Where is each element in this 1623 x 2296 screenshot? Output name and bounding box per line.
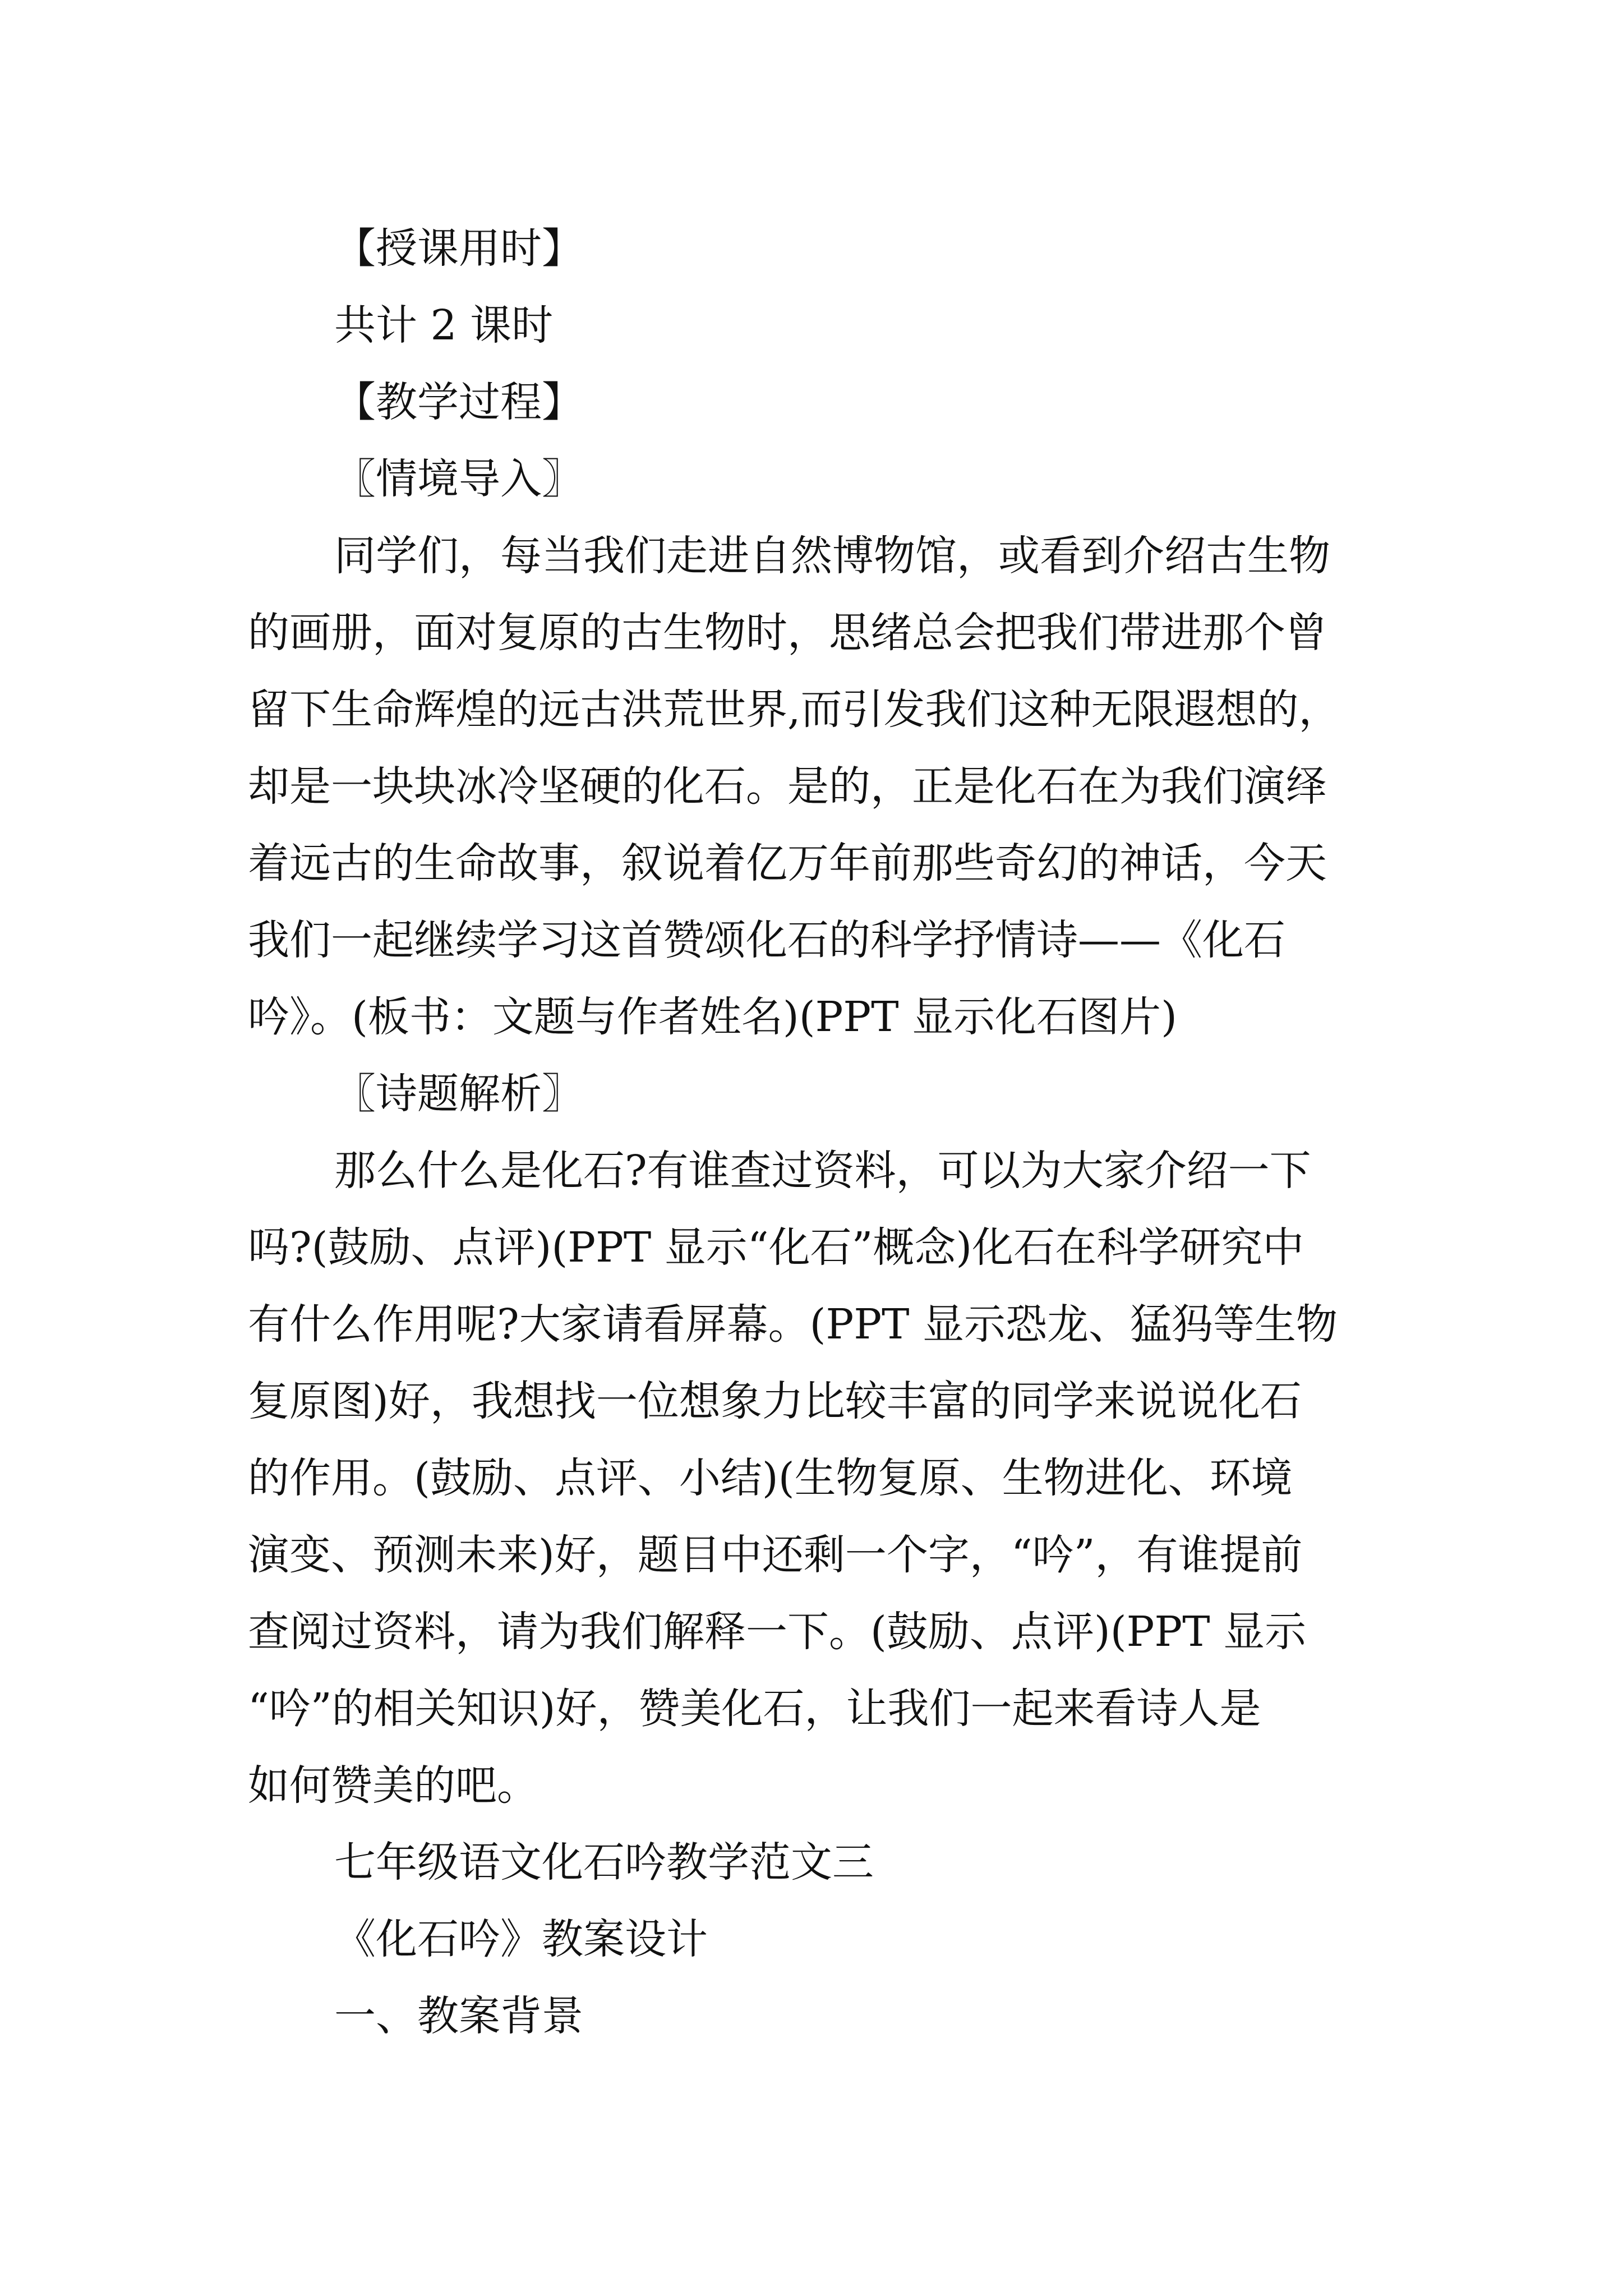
paragraph-line: 吗?(鼓励、点评)(PPT 显示“化石”概念)化石在科学研究中: [248, 1223, 1304, 1272]
heading-lesson-time: 【授课用时】: [334, 224, 583, 273]
lesson-time-value: 共计 2 课时: [334, 301, 554, 349]
paragraph-line: 的作用。(鼓励、点评、小结)(生物复原、生物进化、环境: [248, 1454, 1293, 1502]
paragraph-line: 复原图)好，我想找一位想象力比较丰富的同学来说说化石: [248, 1377, 1302, 1425]
heading-intro: 〖情境导入〗: [334, 455, 583, 503]
paragraph-line: 演变、预测未来)好，题目中还剩一个字，“吟”，有谁提前: [248, 1531, 1303, 1579]
paragraph-line: “吟”的相关知识)好，赞美化石，让我们一起来看诗人是: [248, 1685, 1261, 1733]
paragraph-line: 着远古的生命故事，叙说着亿万年前那些奇幻的神话，今天: [248, 839, 1327, 887]
paragraph-line: 那么什么是化石?有谁查过资料，可以为大家介绍一下: [334, 1147, 1311, 1195]
heading-teaching-process: 【教学过程】: [334, 378, 583, 426]
document-body: [248, 210, 1392, 2055]
paragraph-line: 留下生命辉煌的远古洪荒世界,而引发我们这种无限遐想的，: [248, 685, 1340, 734]
paragraph-line: 有什么作用呢?大家请看屏幕。(PPT 显示恐龙、猛犸等生物: [248, 1300, 1338, 1349]
heading-title-analysis: 〖诗题解析〗: [334, 1070, 583, 1118]
intro-paragraph: [248, 518, 1392, 1056]
paragraph-line: 同学们，每当我们走进自然博物馆，或看到介绍古生物: [334, 532, 1330, 580]
paragraph-line: 的画册，面对复原的古生物时，思绪总会把我们带进那个曾: [248, 609, 1327, 657]
analysis-paragraph: [248, 1133, 1392, 1824]
paragraph-line: 我们一起继续学习这首赞颂化石的科学抒情诗——《化石: [248, 916, 1285, 964]
heading-design-title: 《化石吟》教案设计: [334, 1915, 708, 1963]
heading-background: 一、教案背景: [334, 1992, 583, 2040]
paragraph-line: 查阅过资料，请为我们解释一下。(鼓励、点评)(PPT 显示: [248, 1608, 1307, 1656]
paragraph-line: 如何赞美的吧。: [248, 1761, 538, 1810]
paragraph-line: 却是一块块冰冷坚硬的化石。是的，正是化石在为我们演绎: [248, 762, 1327, 811]
heading-sample-three: 七年级语文化石吟教学范文三: [334, 1838, 874, 1887]
paragraph-line: 吟》。(板书：文题与作者姓名)(PPT 显示化石图片): [248, 993, 1177, 1041]
